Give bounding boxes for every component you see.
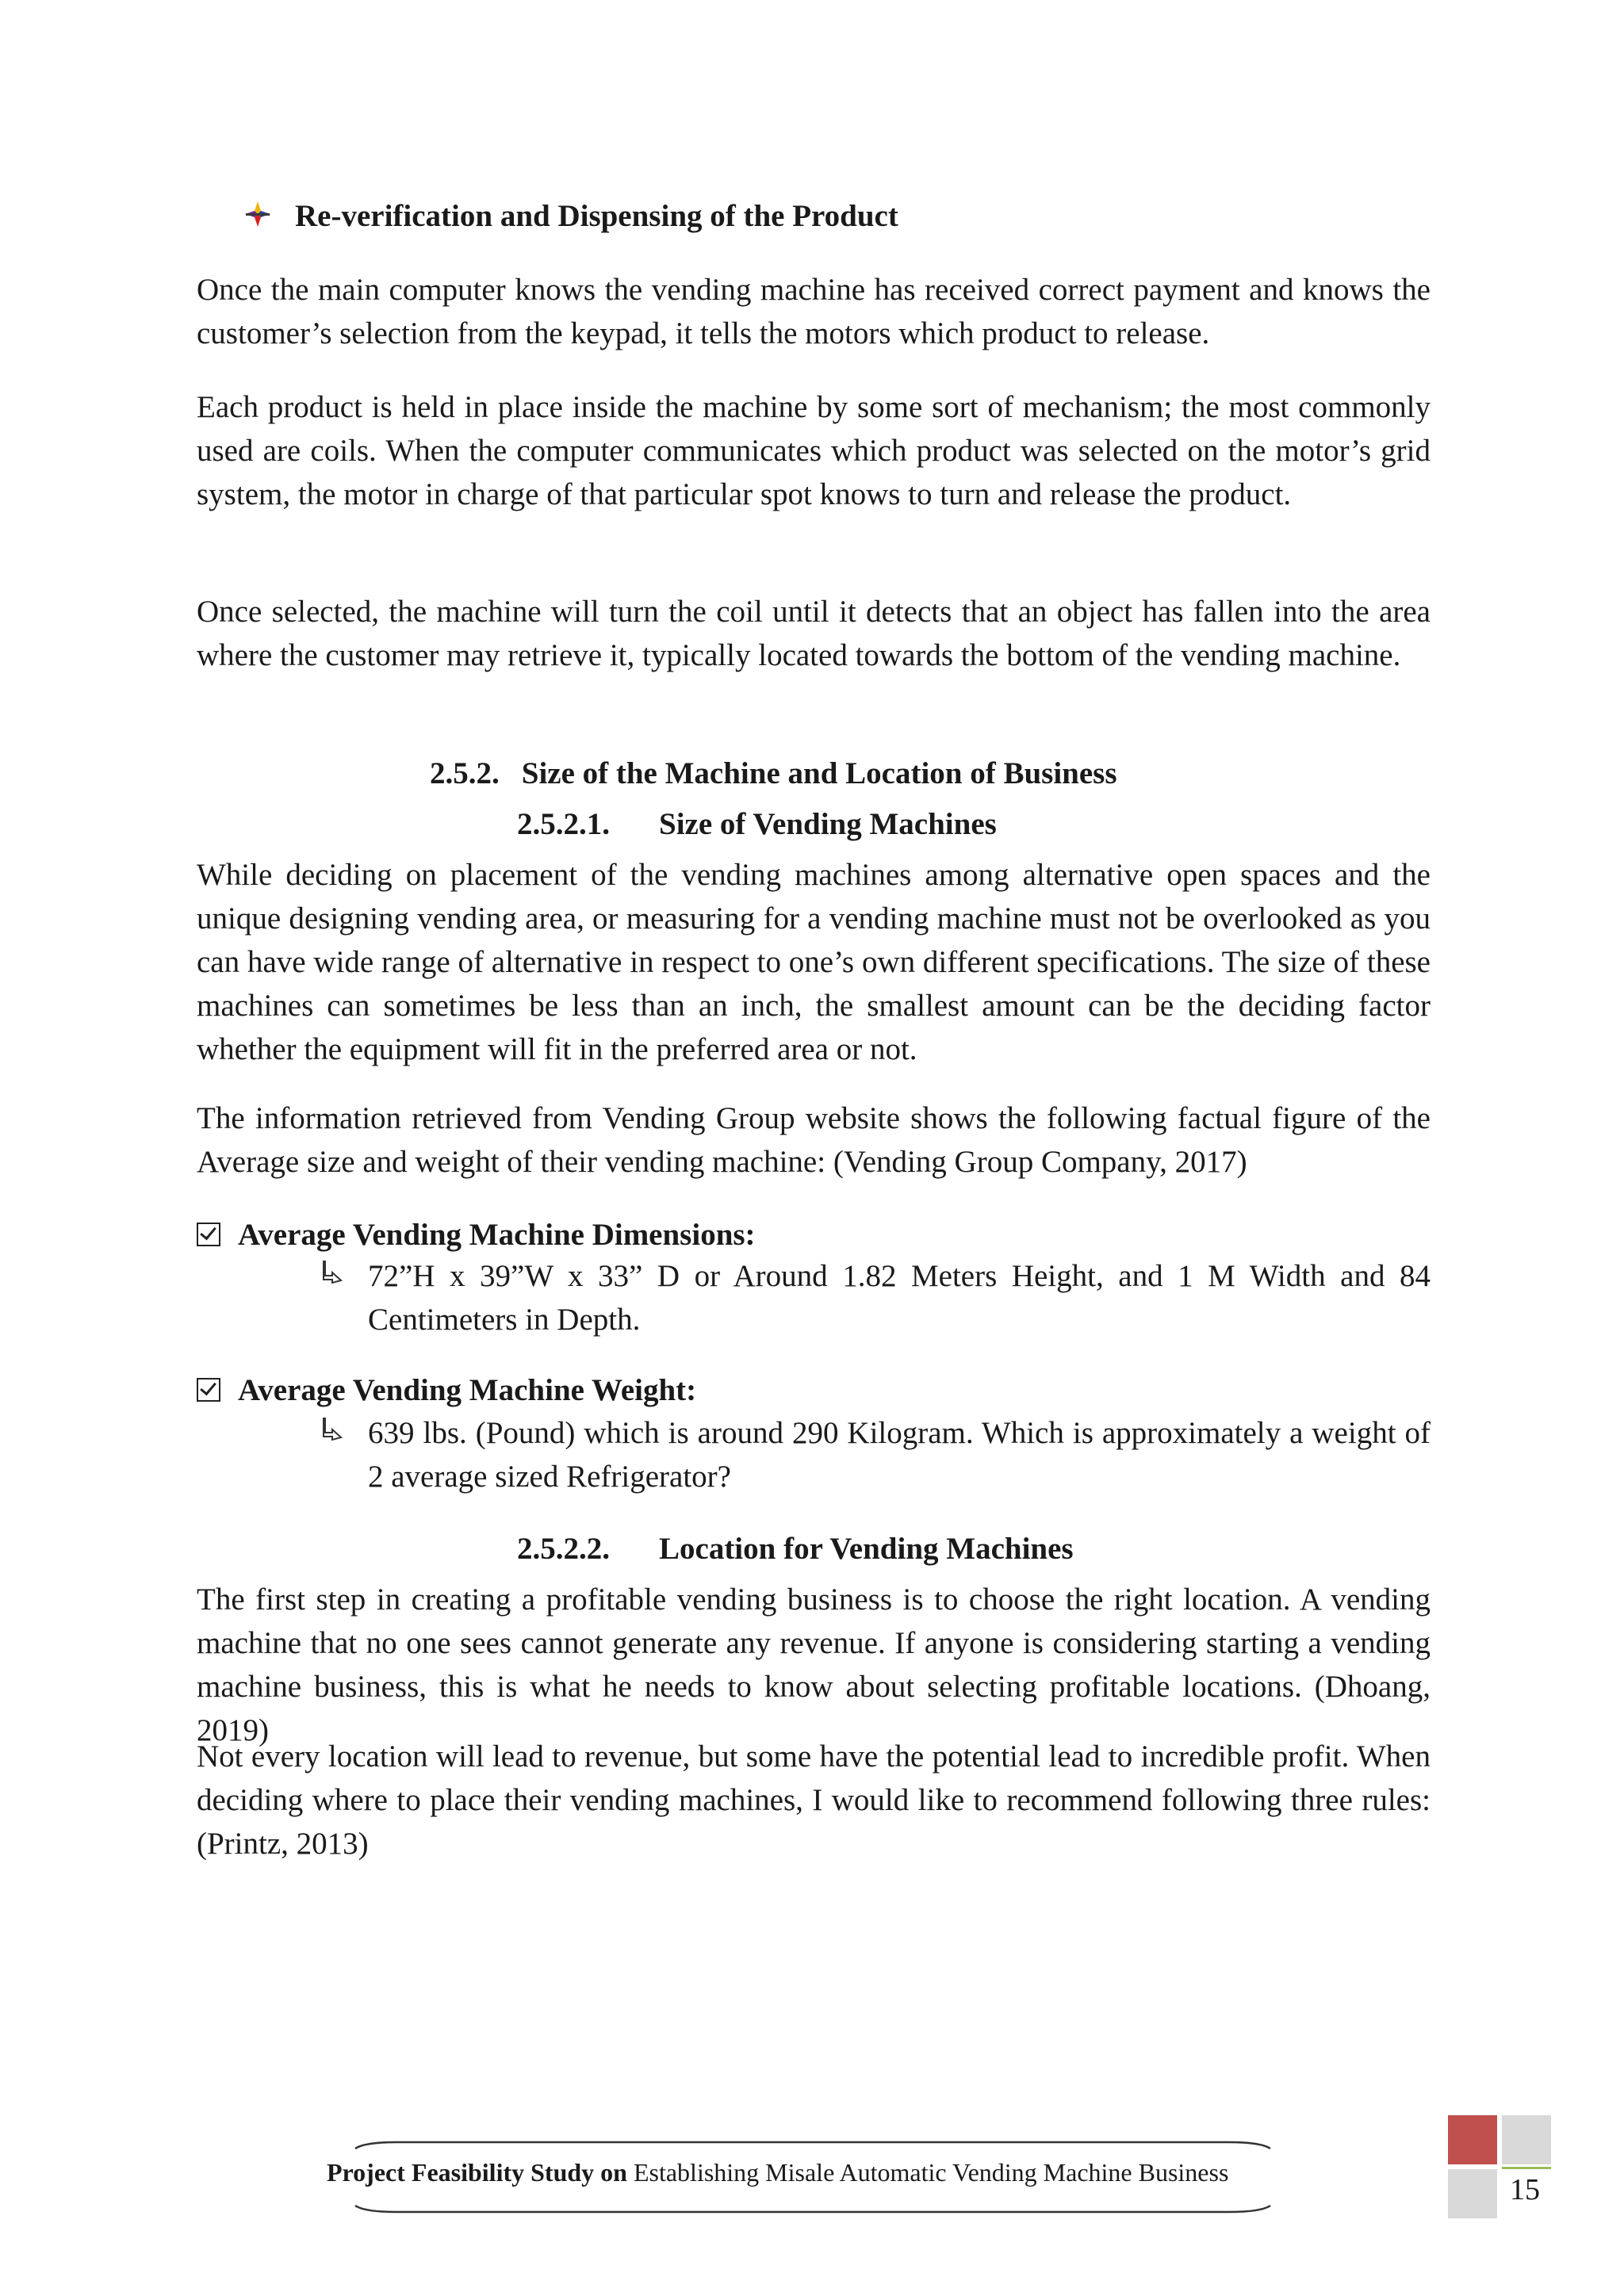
heading-2-5-2-2-title: Location for Vending Machines xyxy=(659,1532,1074,1566)
dispensing-heading: Re-verification and Dispensing of the Product xyxy=(295,199,898,233)
checkbox-checked-icon xyxy=(197,1378,220,1402)
checklist-item-dimensions-detail: 72”H x 39”W x 33” D or Around 1.82 Meters Height, and 1 M Width and 84 Centimeters in Depth. xyxy=(368,1259,1431,1337)
heading-2-5-2-1-number: 2.5.2.1. xyxy=(517,807,610,841)
heading-2-5-2-2-number: 2.5.2.2. xyxy=(517,1532,610,1566)
heading-2-5-2-1 xyxy=(517,802,997,846)
paragraph-2: Each product is held in place inside the machine by some sort of mechanism; the most commonly used are coils. When the computer communicates which product was selected on the motor’s grid system, the motor in charge of that particular spot knows to turn and release the product. xyxy=(197,390,1431,511)
checklist-item-dimensions-label: Average Vending Machine Dimensions: xyxy=(238,1218,756,1252)
checklist-item-weight-label: Average Vending Machine Weight: xyxy=(238,1373,697,1407)
page-number-underline xyxy=(1502,2167,1551,2169)
corner-square-grey-bottom xyxy=(1448,2169,1497,2218)
heading-2-5-2-1-title: Size of Vending Machines xyxy=(659,807,997,841)
page-number: 15 xyxy=(1510,2173,1540,2206)
footer-title xyxy=(327,2156,1228,2188)
paragraph-3: Once selected, the machine will turn the coil until it detects that an object has fallen into the area where the customer may retrieve it, typically located towards the bottom of the vending machine. xyxy=(197,595,1431,672)
hollow-arrow-icon xyxy=(322,1259,347,1284)
hollow-arrow-icon xyxy=(322,1416,347,1441)
checklist-item-weight xyxy=(197,1368,696,1412)
corner-square-red xyxy=(1448,2115,1497,2164)
heading-2-5-2-2 xyxy=(517,1527,1074,1571)
paragraph-4: While deciding on placement of the vending machines among alternative open spaces and the unique designing vending area, or measuring for a vending machine must not be overlooked as you can have wide range of alternative in respect to one’s own different specifications. The size of these machines can sometimes be less than an inch, the smallest amount can be the deciding factor whether the equipment will fit in the preferred area or not. xyxy=(197,858,1431,1066)
paragraph-1: Once the main computer knows the vending machine has received correct payment and knows the customer’s selection from the keypad, it tells the motors which product to release. xyxy=(197,273,1431,350)
checklist-item-dimensions xyxy=(197,1213,756,1257)
bullet-cross-icon xyxy=(243,200,272,228)
checkbox-checked-icon xyxy=(197,1223,220,1246)
corner-square-grey-top xyxy=(1502,2115,1551,2164)
paragraph-7: Not every location will lead to revenue, but some have the potential lead to incredible profit. When deciding where to place their vending machines, I would like to recommend following three rules: (Printz, 2013) xyxy=(197,1739,1431,1861)
footer-title-bold: Project Feasibility Study on xyxy=(327,2158,627,2187)
heading-2-5-2-number: 2.5.2. xyxy=(430,756,500,790)
heading-2-5-2-title: Size of the Machine and Location of Business xyxy=(521,756,1117,790)
footer-title-rest: Establishing Misale Automatic Vending Machine Business xyxy=(626,2158,1229,2187)
paragraph-6: The first step in creating a profitable vending business is to choose the right location. A vending machine that no one sees cannot generate any revenue. If anyone is considering starting a vending machine business, this is what he needs to know about selecting profitable locations. (Dhoang, 2019) xyxy=(197,1582,1431,1747)
checklist-item-weight-detail: 639 lbs. (Pound) which is around 290 Kilogram. Which is approximately a weight of 2 average sized Refrigerator? xyxy=(368,1416,1431,1494)
paragraph-5: The information retrieved from Vending Group website shows the following factual figure of the Average size and weight of their vending machine: (Vending Group Company, 2017) xyxy=(197,1101,1431,1179)
heading-2-5-2 xyxy=(430,752,1117,795)
